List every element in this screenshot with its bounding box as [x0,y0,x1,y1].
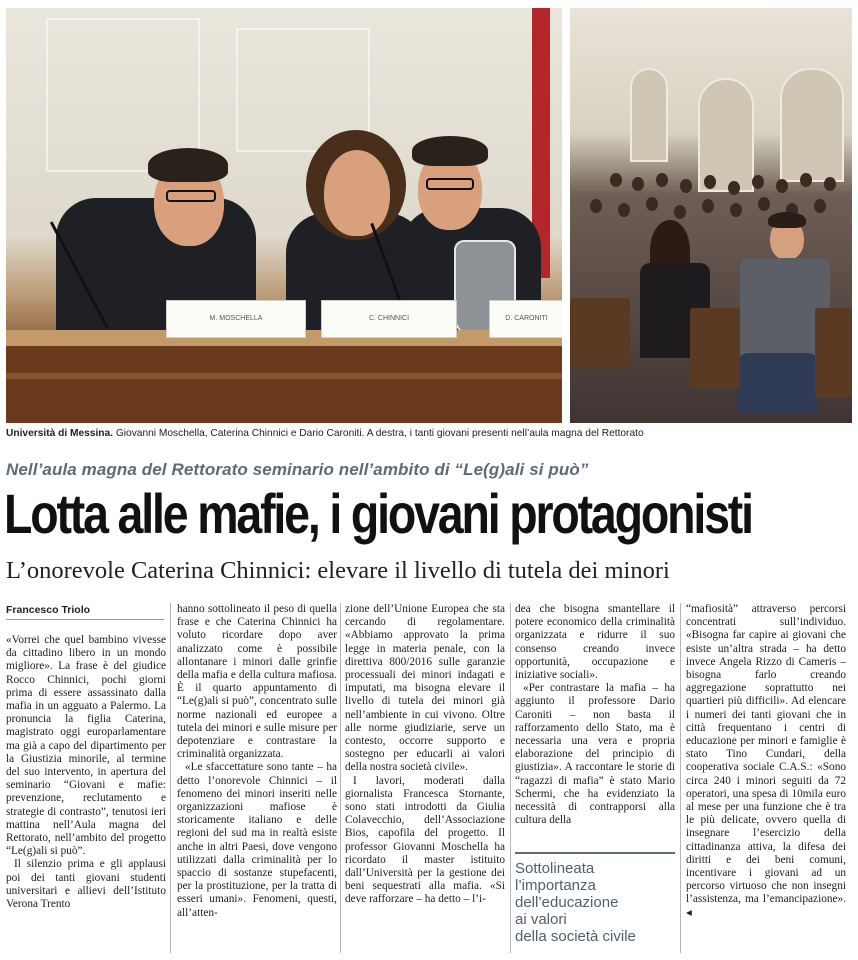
byline: Francesco Triolo [6,604,164,620]
column-divider [680,603,681,953]
headline: Lotta alle mafie, i giovani protagonisti [4,482,752,545]
paragraph: «Per contrastare la mafia – ha aggiunto il professore Dario Caroniti – non basta il rafforzamento dello Stato, ma è necessaria una vera e propria elaborazione del principio di giustizia». A raccontare le storie di “ragazzi di mafia” è stato Mario Schermi, che ha evidenziato la necessità di contrapporsi alla cultura della [515,682,675,827]
wall-arch [630,68,668,162]
caption-lead: Università di Messina. [6,428,114,439]
pull-quote [515,852,675,945]
photo-caption [6,428,852,439]
chair [690,308,740,388]
chair [815,308,852,398]
paragraph: «Vorrei che quel bambino vivesse da cittadino libero in un mondo migliore». La frase è del giudice Rocco Chinnici, pochi giorni prima di essere assassinato dalla mafia in un agguato a Palermo. La pronuncia la figlia Caterina, magistrato oggi europarlamentare ma già a capo del dipartimento per la Giustizia minorile, al termine del suo intervento, in apertura del seminario “Giovani e mafie: prevenzione, reclutamento e strategie di contrasto”, tenutosi ieri mattina nell’Aula magna del Rettorato, nell’ambito del progetto “Le(g)ali si può”. [6,634,166,858]
paragraph: I lavori, moderati dalla giornalista Francesca Stornante, sono stati introdotti da Giulia Colavecchio, dell’Associazione Bios, capofila del progetto. Il professor Giovanni Moschella ha ricordato il master istituito dall’Università per la gestione dei beni sequestrati alla mafia. «Si deve rafforzare – ha detto – l’i- [345,774,505,906]
photo-audience [570,8,852,423]
pull-quote-line: l’importanza [515,877,596,894]
article-column-2 [177,603,337,954]
pull-quote-line: dell’educazione [515,894,619,911]
paragraph: hanno sottolineato il peso di quella frase e che Caterina Chinnici ha voluto ricordare dopo aver analizzato come è possibile allontanare i minori dalle grinfie della mafia e della cultura mafiosa. È il quarto appuntamento di “Le(g)ali si può”, concentrato sulle norme nazionali ed europee a tutela dei minori e sulle misure per depotenziare e contrastare la criminalità organizzata. [177,603,337,761]
caption-text: Giovanni Moschella, Caterina Chinnici e Dario Caroniti. A destra, i tanti giovani presenti nell’aula magna del Rettorato [113,428,644,439]
photo-speakers-table [6,8,562,423]
wall-arch [780,68,844,182]
column-divider [170,603,171,953]
column-divider [510,603,511,953]
article-column-1 [6,634,166,954]
paragraph: zione dell’Unione Europea che sta cercando di regolamentare. «Abbiamo approvato la prima legge in materia penale, con la direttiva 800/2016 sulle garanzie processuali dei minori indagati e imputati, ma bisogna elevare il livello di tutela dei minori già nell’ambiente in cui vivono. Oltre alle norme giudiziarie, serve un contesto, occorre supporto e sostegno per educarli ai valori della nostra società civile». [345,603,505,774]
paragraph: dea che bisogna smantellare il potere economico della criminalità organizzata e ridurre il suo consenso creando invece opportunità, occupazione e iniziative sociali». [515,603,675,682]
nameplate: C. CHINNICI [321,300,457,338]
pull-quote-line: della società civile [515,928,636,945]
table-rail [6,373,562,379]
article-column-5 [686,603,846,954]
subheadline: L’onorevole Caterina Chinnici: elevare il livello di tutela dei minori [6,557,670,584]
table-front [6,346,562,423]
paragraph: Il silenzio prima e gli applausi poi dei tanti giovani studenti universitari e allievi dell’Istituto Verona Trento [6,858,166,911]
pull-quote-line: ai valori [515,911,567,928]
pull-quote-line: Sottolineata [515,860,595,877]
nameplate: M. MOSCHELLA [166,300,306,338]
paragraph: «Le sfaccettature sono tante – ha detto l’onorevole Chinnici – il fenomeno dei minori inseriti nelle organizzazioni mafiose è storicamente italiano e delle regioni del sud ma in realtà esiste anche in altri Paesi, dove vengono utilizzati dalla criminalità per lo spaccio di sostanze stupefacenti, per la prostituzione, per la tratta di esseri umani». Fenomeni, questi, all’atten- [177,761,337,919]
article-column-3 [345,603,505,954]
chair [570,298,630,368]
article-column-4 [515,603,675,848]
paragraph: “mafiosità” attraverso percorsi concentrati sull’individuo. «Bisogna far capire ai giovani che esiste un’altra strada – ha detto invece Angela Rizzo di Cameris – bisogna farlo creando aggregazione soprattutto nei quartieri più difficili». Ad elencare i numeri dei tanti giovani che in città frequentano i centri di educazione per minori e famiglie è stato Tino Cundari, della cooperativa sociale C.A.S.: «Sono circa 240 i minori seguiti da 72 operatori, una spesa di 10mila euro al mese per una funzione che è tra le più delicate, ovvero quella di insegnare l’esercizio della cittadinanza attiva, la difesa dei diritti e dei beni comuni, incentivare i giovani ad un percorso virtuoso che non insegni l’assistenza, ma l’emancipazione». ◂ [686,603,846,919]
column-divider [340,603,341,953]
kicker: Nell’aula magna del Rettorato seminario nell’ambito di “Le(g)ali si può” [6,460,589,479]
nameplate: D. CARONITI [489,300,562,338]
